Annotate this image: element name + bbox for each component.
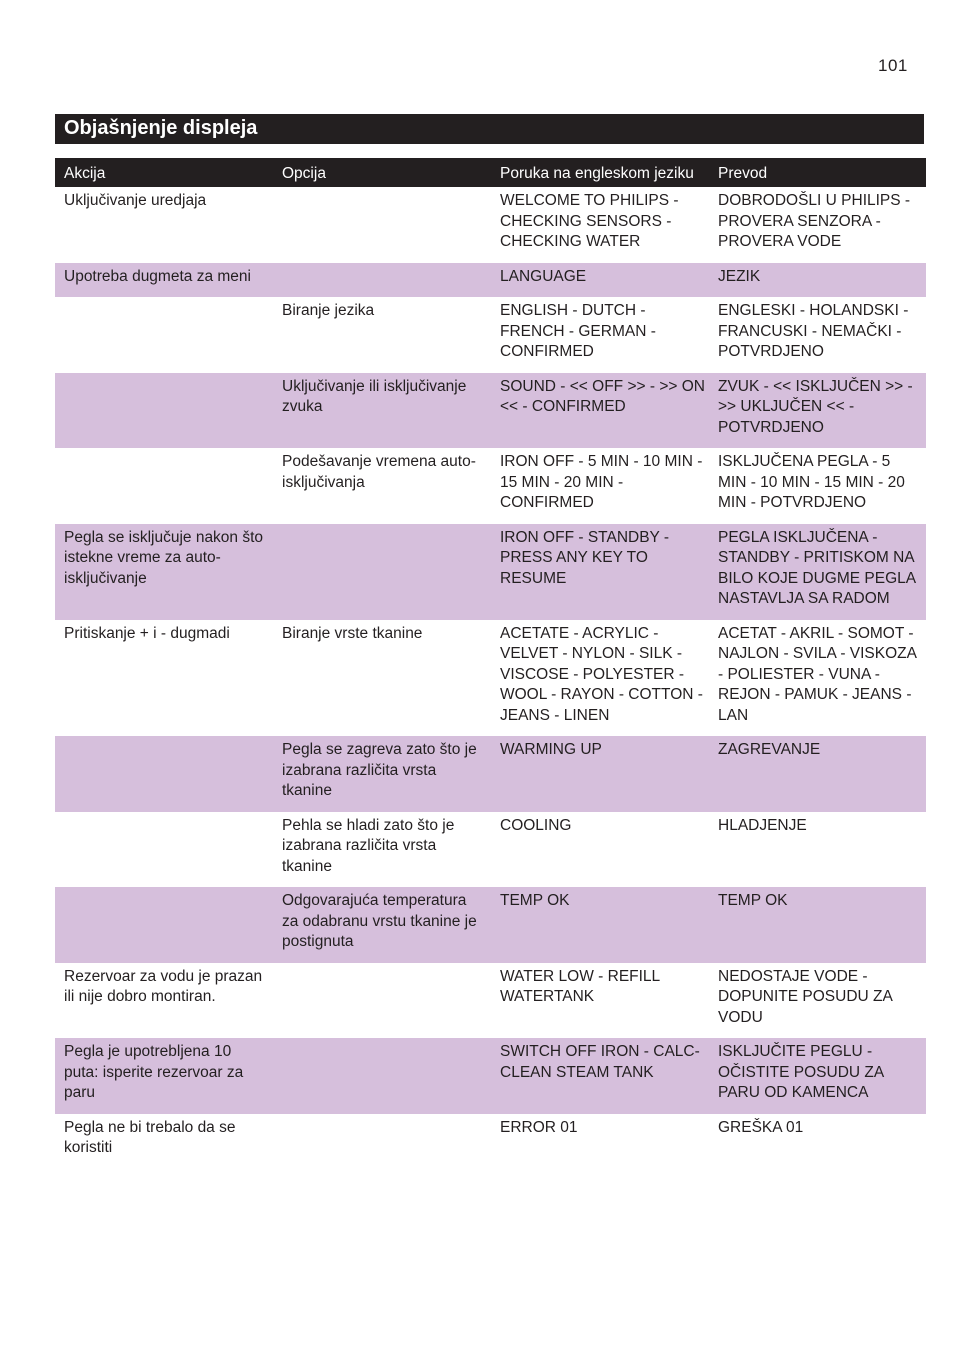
cell-action [55, 297, 273, 373]
cell-action: Pritiskanje + i - dugmadi [55, 620, 273, 737]
cell-translation: ISKLJUČENA PEGLA - 5 MIN - 10 MIN - 15 MIN - 20 MIN - POTVRDJENO [709, 448, 926, 524]
cell-action: Pegla ne bi trebalo da se koristiti [55, 1114, 273, 1169]
page-number: 101 [878, 56, 908, 75]
cell-option [273, 187, 491, 263]
cell-message: LANGUAGE [491, 263, 709, 298]
cell-option [273, 524, 491, 620]
table-row [55, 620, 926, 737]
table-header-row [55, 158, 926, 187]
table-row [55, 1114, 926, 1169]
cell-message: SOUND - << OFF >> - >> ON << - CONFIRMED [491, 373, 709, 449]
cell-action: Rezervoar za vodu je prazan ili nije dobro montiran. [55, 963, 273, 1039]
cell-action [55, 448, 273, 524]
table-row [55, 448, 926, 524]
table-row [55, 524, 926, 620]
cell-message: IRON OFF - STANDBY - PRESS ANY KEY TO RESUME [491, 524, 709, 620]
column-header-action: Akcija [55, 158, 273, 187]
table-row [55, 297, 926, 373]
cell-translation: ACETAT - AKRIL - SOMOT - NAJLON - SVILA - VISKOZA - POLIESTER - VUNA - REJON - PAMUK - JEANS - LAN [709, 620, 926, 737]
cell-option: Uključivanje ili isključivanje zvuka [273, 373, 491, 449]
column-header-option: Opcija [273, 158, 491, 187]
section-title: Objašnjenje displeja [55, 114, 924, 144]
cell-option [273, 1038, 491, 1114]
cell-option: Pegla se zagreva zato što je izabrana različita vrsta tkanine [273, 736, 491, 812]
table-row [55, 373, 926, 449]
cell-message: ERROR 01 [491, 1114, 709, 1169]
cell-option [273, 263, 491, 298]
table-row [55, 812, 926, 888]
cell-option: Biranje vrste tkanine [273, 620, 491, 737]
column-header-message: Poruka na engleskom jeziku [491, 158, 709, 187]
cell-action: Pegla se isključuje nakon što istekne vreme za auto-isključivanje [55, 524, 273, 620]
cell-option [273, 1114, 491, 1169]
cell-message: COOLING [491, 812, 709, 888]
cell-action [55, 812, 273, 888]
cell-action: Upotreba dugmeta za meni [55, 263, 273, 298]
cell-message: TEMP OK [491, 887, 709, 963]
cell-translation: ZVUK - << ISKLJUČEN >> - >> UKLJUČEN << - POTVRDJENO [709, 373, 926, 449]
cell-message: WARMING UP [491, 736, 709, 812]
cell-option: Pehla se hladi zato što je izabrana različita vrsta tkanine [273, 812, 491, 888]
cell-translation: GREŠKA 01 [709, 1114, 926, 1169]
cell-option: Podešavanje vremena auto-isključivanja [273, 448, 491, 524]
cell-action: Uključivanje uredjaja [55, 187, 273, 263]
cell-translation: NEDOSTAJE VODE - DOPUNITE POSUDU ZA VODU [709, 963, 926, 1039]
cell-option: Biranje jezika [273, 297, 491, 373]
cell-translation: JEZIK [709, 263, 926, 298]
cell-action [55, 736, 273, 812]
cell-message: IRON OFF - 5 MIN - 10 MIN - 15 MIN - 20 MIN - CONFIRMED [491, 448, 709, 524]
table-row [55, 887, 926, 963]
cell-option: Odgovarajuća temperatura za odabranu vrstu tkanine je postignuta [273, 887, 491, 963]
table-row [55, 1038, 926, 1114]
cell-message: SWITCH OFF IRON - CALC-CLEAN STEAM TANK [491, 1038, 709, 1114]
cell-translation: HLADJENJE [709, 812, 926, 888]
cell-option [273, 963, 491, 1039]
cell-message: ENGLISH - DUTCH - FRENCH - GERMAN - CONFIRMED [491, 297, 709, 373]
cell-message: ACETATE - ACRYLIC - VELVET - NYLON - SILK - VISCOSE - POLYESTER - WOOL - RAYON - COTTON - JEANS - LINEN [491, 620, 709, 737]
cell-translation: ENGLESKI - HOLANDSKI - FRANCUSKI - NEMAČKI - POTVRDJENO [709, 297, 926, 373]
table-row [55, 736, 926, 812]
column-header-translation: Prevod [709, 158, 926, 187]
cell-translation: DOBRODOŠLI U PHILIPS - PROVERA SENZORA - PROVERA VODE [709, 187, 926, 263]
cell-translation: ZAGREVANJE [709, 736, 926, 812]
cell-translation: TEMP OK [709, 887, 926, 963]
cell-action [55, 373, 273, 449]
table-row [55, 263, 926, 298]
cell-message: WATER LOW - REFILL WATERTANK [491, 963, 709, 1039]
cell-message: WELCOME TO PHILIPS - CHECKING SENSORS - CHECKING WATER [491, 187, 709, 263]
table-row [55, 187, 926, 263]
display-messages-table [55, 158, 926, 1169]
cell-action: Pegla je upotrebljena 10 puta: isperite rezervoar za paru [55, 1038, 273, 1114]
cell-translation: ISKLJUČITE PEGLU - OČISTITE POSUDU ZA PARU OD KAMENCA [709, 1038, 926, 1114]
cell-action [55, 887, 273, 963]
table-row [55, 963, 926, 1039]
cell-translation: PEGLA ISKLJUČENA - STANDBY - PRITISKOM NA BILO KOJE DUGME PEGLA NASTAVLJA SA RADOM [709, 524, 926, 620]
